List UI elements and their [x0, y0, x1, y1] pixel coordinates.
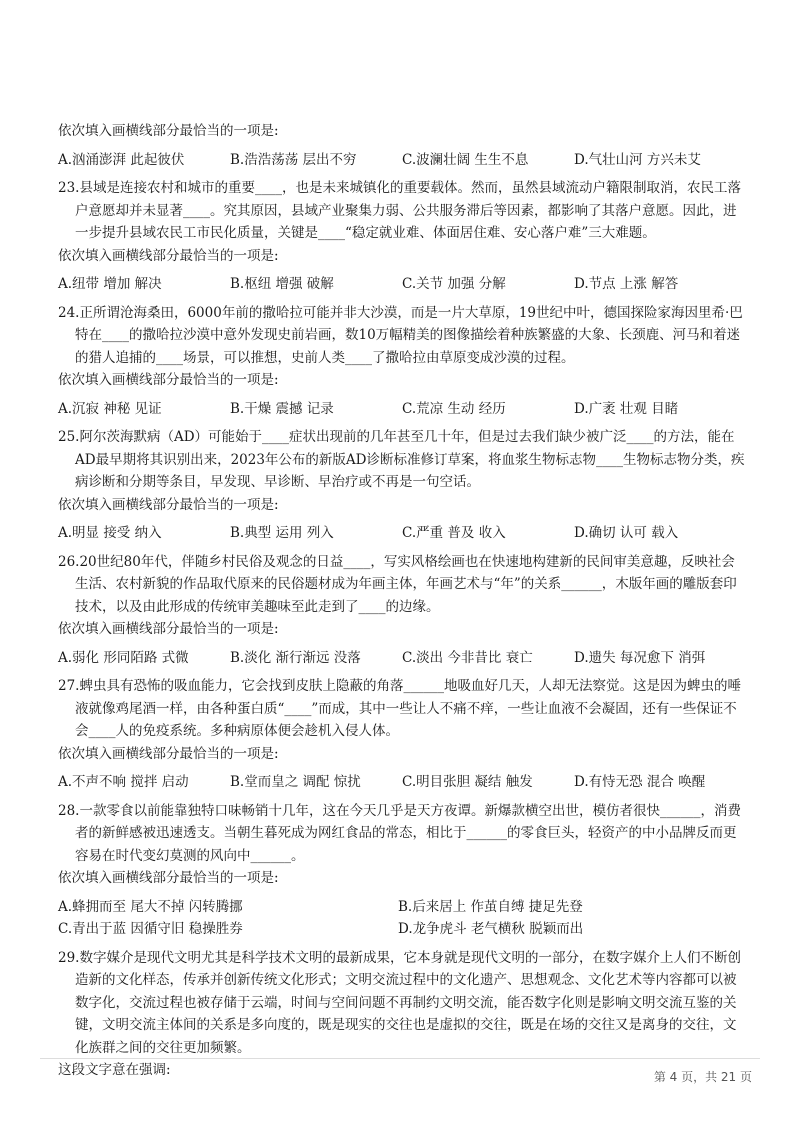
- question-prompt: 依次填入画横线部分最恰当的一项是:: [58, 247, 279, 264]
- options-row: [58, 273, 748, 296]
- question-26: [58, 551, 748, 670]
- question-29: [58, 947, 748, 1082]
- option-b[interactable]: B.典型 运用 列入: [230, 525, 334, 541]
- option-a[interactable]: A.沉寂 神秘 见证: [58, 400, 162, 417]
- options-row: [58, 647, 748, 670]
- option-d[interactable]: D.有恃无恐 混合 唤醒: [574, 774, 706, 790]
- options-row: [58, 522, 748, 545]
- option-d[interactable]: D.龙争虎斗 老气横秋 脱颖而出: [398, 921, 584, 937]
- question-prompt: 依次填入画横线部分最恰当的一项是:: [58, 123, 279, 139]
- options-row: [58, 398, 748, 421]
- question-text: 27.蜱虫具有恐怖的吸血能力，它会找到皮肤上隐蔽的角落______地吸血好几天，人却无法察觉。这是因为蜱虫的唾液就像鸡尾酒一样，由各种蛋白质“____”而成，其中一些让人不痛不痒，一些让血液不会凝固，还有一些保证不会____人的免疫系统。多种病原体便会趁机入侵人体。: [58, 678, 741, 739]
- options-grid: [58, 896, 748, 941]
- option-d[interactable]: D.遗失 每况愈下 消弭: [574, 649, 706, 666]
- question-text: 24.正所谓沧海桑田，6000年前的撒哈拉可能并非大沙漠，而是一片大草原，19世纪中叶，德国探险家海因里希·巴特在____的撒哈拉沙漠中意外发现史前岩画，数10万幅精美的图像描绘着种族繁盛的大象、长颈鹿、河马和着迷的猎人追捕的____场景，可以推想，史前人类____了撒哈拉由草原变成沙漠的过程。: [58, 304, 743, 366]
- question-prompt: 这段文字意在强调:: [58, 1062, 171, 1078]
- question-text: 29.数字媒介是现代文明尤其是科学技术文明的最新成果，它本身就是现代文明的一部分，在数字媒介上人们不断创造新的文化样态，传承并创新传统文化形式；文明交流过程中的文化遗产、思想观念、文化艺术等内容都可以被数字化，交流过程也被存储于云端，时间与空间问题不再制约文明交流，能否数字化则是影响文明交流互鉴的关键，文明交流主体间的关系是多向度的，既是现实的交往也是虚拟的交往，既是在场的交往又是离身的交往，文化族群之间的交往更加频繁。: [58, 949, 741, 1056]
- exam-page: [58, 120, 748, 1082]
- question-prompt: 依次填入画横线部分最恰当的一项是:: [58, 496, 279, 513]
- option-a[interactable]: A.弱化 形同陌路 式微: [58, 649, 189, 666]
- options-row: [58, 149, 748, 172]
- question-prompt: 依次填入画横线部分最恰当的一项是:: [58, 372, 279, 388]
- footer-divider: [40, 1058, 760, 1059]
- option-b[interactable]: B.淡化 渐行渐远 没落: [230, 649, 361, 666]
- question-22-tail: [58, 120, 748, 171]
- option-a[interactable]: A.纽带 增加 解决: [58, 276, 162, 292]
- option-d[interactable]: D.气壮山河 方兴未艾: [574, 151, 701, 168]
- option-b[interactable]: B.堂而皇之 调配 惊扰: [230, 774, 361, 790]
- question-text: 25.阿尔茨海默病（AD）可能始于____症状出现前的几年甚至几十年，但是过去我们缺少被广泛____的方法，能在AD最早期将其识别出来，2023年公布的新版AD诊断标准修订草案，将血浆生物标志物____生物标志物分类，疾病诊断和分期等条目，早发现、早诊断、早治疗或不再是一句空话。: [58, 429, 745, 490]
- option-a[interactable]: A.蜂拥而至 尾大不掉 闪转腾挪: [58, 898, 243, 915]
- option-b[interactable]: B.后来居上 作茧自缚 捷足先登: [398, 898, 583, 915]
- option-a[interactable]: A.明显 接受 纳入: [58, 525, 162, 541]
- question-23: [58, 177, 748, 296]
- option-c[interactable]: C.明目张胆 凝结 触发: [402, 774, 533, 790]
- question-28: [58, 800, 748, 941]
- question-text: 26.20世纪80年代，伴随乡村民俗及观念的日益____，写实风格绘画也在快速地构建新的民间审美意趣，反映社会生活、农村新貌的作品取代原来的民俗题材成为年画主体，年画艺术与“年”的关系______，木版年画的雕版套印技术，以及由此形成的传统审美趣味至此走到了____的边缘。: [58, 553, 737, 615]
- option-c[interactable]: C.严重 普及 收入: [402, 525, 506, 541]
- option-a[interactable]: A.不声不响 搅拌 启动: [58, 774, 189, 790]
- option-d[interactable]: D.广袤 壮观 目睹: [574, 400, 679, 417]
- question-text: 28.一款零食以前能靠独特口味畅销十几年，这在今天几乎是天方夜谭。新爆款横空出世，模仿者很快______，消费者的新鲜感被迅速透支。当朝生暮死成为网红食品的常态，相比于______的零食巨头，轻资产的中小品牌反而更容易在时代变幻莫测的风向中______。: [58, 802, 741, 864]
- option-b[interactable]: B.干燥 震撼 记录: [230, 400, 334, 417]
- options-row: [58, 771, 748, 794]
- question-text: 23.县域是连接农村和城市的重要____，也是未来城镇化的重要载体。然而，虽然县域流动户籍限制取消，农民工落户意愿却并未显著____。究其原因，县域产业聚集力弱、公共服务滞后等因素，都影响了其落户意愿。因此，进一步提升县域农民工市民化质量，关键是____“稳定就业难、体面居住难、安心落户难”三大难题。: [58, 180, 741, 241]
- page-number: 第 4 页，共 21 页: [653, 1070, 752, 1084]
- option-c[interactable]: C.波澜壮阔 生生不息: [402, 151, 529, 168]
- option-b[interactable]: B.枢纽 增强 破解: [230, 276, 334, 292]
- question-prompt: 依次填入画横线部分最恰当的一项是:: [58, 745, 279, 762]
- option-d[interactable]: D.确切 认可 载入: [574, 525, 679, 541]
- question-25: [58, 426, 748, 545]
- question-prompt: 依次填入画横线部分最恰当的一项是:: [58, 621, 279, 637]
- question-24: [58, 302, 748, 421]
- option-d[interactable]: D.节点 上涨 解答: [574, 276, 679, 292]
- question-prompt: 依次填入画横线部分最恰当的一项是:: [58, 870, 279, 886]
- option-b[interactable]: B.浩浩荡荡 层出不穷: [230, 151, 357, 168]
- option-c[interactable]: C.荒凉 生动 经历: [402, 400, 506, 417]
- option-c[interactable]: C.青出于蓝 因循守旧 稳操胜券: [58, 921, 243, 937]
- option-c[interactable]: C.淡出 今非昔比 衰亡: [402, 649, 533, 666]
- option-c[interactable]: C.关节 加强 分解: [402, 276, 506, 292]
- option-a[interactable]: A.汹涌澎湃 此起彼伏: [58, 151, 185, 168]
- question-27: [58, 675, 748, 794]
